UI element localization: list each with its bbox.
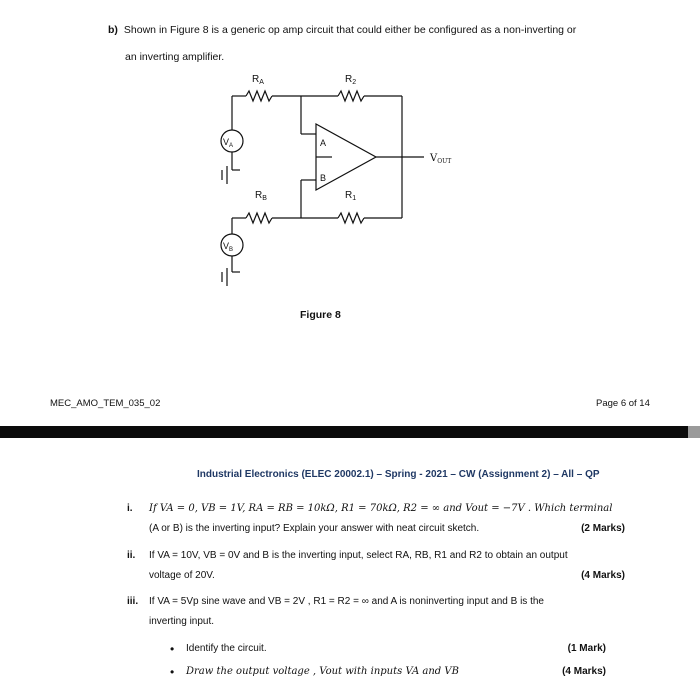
- bullet-text: Identify the circuit.: [186, 643, 267, 654]
- label-ra: $R_A$: [252, 74, 264, 86]
- intro-text-1: Shown in Figure 8 is a generic op amp circuit that could either be configured as a non-inverting or: [123, 24, 577, 36]
- resistor-r1: [338, 213, 364, 223]
- footer-doc-code: MEC_AMO_TEM_035_02: [50, 398, 161, 409]
- page-header: Industrial Electronics (ELEC 20002.1) – Spring - 2021 – CW (Assignment 2) – All – QP: [197, 469, 600, 480]
- question-number: iii.: [127, 596, 139, 607]
- label-input-a: A: [320, 138, 327, 148]
- question-ii: [127, 548, 625, 588]
- resistor-rb: [246, 213, 272, 223]
- question-marks: (4 Marks): [581, 570, 625, 581]
- question-text-line2: voltage of 20V.: [149, 570, 215, 581]
- question-text-line2: (A or B) is the inverting input? Explain your answer with neat circuit sketch.: [149, 523, 480, 534]
- label-rb: $R_B$: [255, 190, 267, 202]
- bullet-dot-icon: •: [170, 642, 175, 656]
- question-marks: (2 Marks): [581, 523, 625, 534]
- label-r1: $R_1$: [345, 190, 357, 202]
- footer-page-number: Page 6 of 14: [596, 398, 650, 409]
- page-divider: [0, 426, 700, 438]
- question-number: i.: [127, 503, 133, 514]
- bullet-dot-icon: •: [170, 665, 175, 679]
- label-vb: $V_B$: [223, 241, 234, 253]
- bullet-marks: (1 Mark): [567, 643, 606, 654]
- intro-text-2: an inverting amplifier.: [125, 51, 225, 63]
- figure-caption: Figure 8: [300, 309, 341, 321]
- bullet-item: [170, 664, 606, 680]
- resistor-ra: [246, 91, 272, 101]
- label-vout: $V_{OUT}$: [430, 153, 452, 165]
- page-divider-cap: [688, 426, 700, 438]
- question-label: b): [108, 24, 118, 36]
- label-input-b: B: [320, 173, 327, 183]
- bullet-marks: (4 Marks): [562, 666, 606, 677]
- question-text-line1: If VA = 5Vp sine wave and VB = 2V , R1 = R2 = ∞ and A is noninverting input and B is the: [149, 596, 544, 607]
- question-iii: [127, 594, 625, 634]
- ground-symbol-b: [222, 268, 240, 286]
- resistor-r2: [338, 91, 364, 101]
- bullet-text: Draw the output voltage , Vout with inputs VA and VB: [186, 666, 459, 677]
- label-r2: $R_2$: [345, 74, 357, 86]
- question-number: ii.: [127, 550, 136, 561]
- bullet-item: [170, 641, 606, 657]
- ground-symbol-a: [222, 166, 240, 184]
- question-i: [127, 501, 625, 541]
- question-text-line1: If VA = 10V, VB = 0V and B is the inverting input, select RA, RB, R1 and R2 to obtain an output: [149, 550, 568, 561]
- question-text-line1: If VA = 0, VB = 1V, RA = RB = 10kΩ, R1 = 70kΩ, R2 = ∞ and Vout = −7V . Which terminal: [149, 503, 613, 514]
- question-text-line2: inverting input.: [149, 616, 215, 627]
- label-va: $V_A$: [223, 137, 234, 149]
